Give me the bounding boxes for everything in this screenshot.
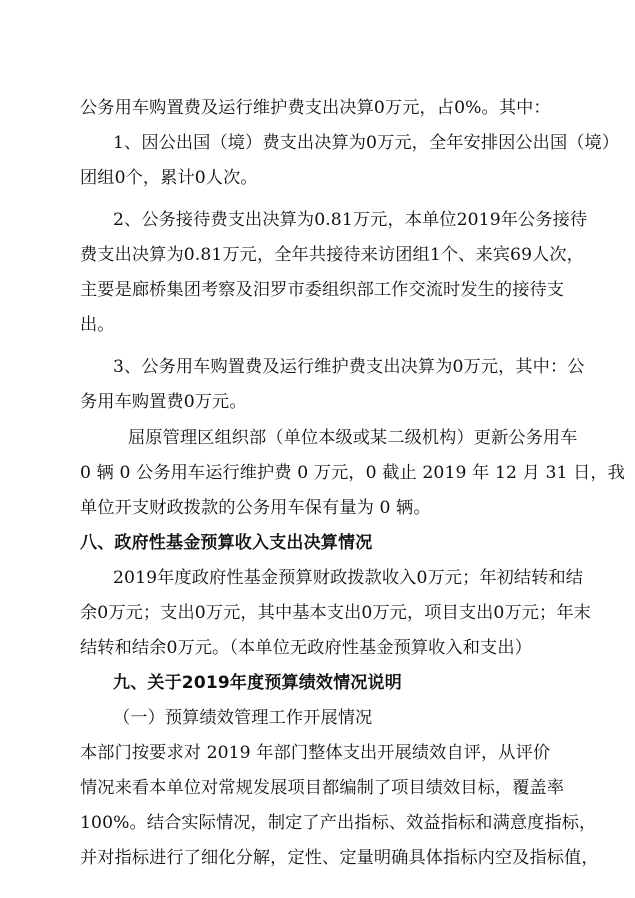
text-line: 并对指标进行了细化分解，定性、定量明确具体指标内空及指标值，	[80, 848, 599, 868]
text-line: 0 辆 0 公务用车运行维护费 0 万元，0 截止 2019 年 12 月 31 日，我	[80, 463, 625, 483]
text-line: 团组0个，累计0人次。	[80, 168, 258, 188]
text-line: 屈原管理区组织部（单位本级或某二级机构）更新公务用车	[128, 428, 578, 448]
text-line: 2、公务接待费支出决算为0.81万元，本单位2019年公务接待	[113, 210, 588, 230]
text-line: 主要是廊桥集团考察及汨罗市委组织部工作交流时发生的接待支	[80, 280, 565, 300]
subsection-heading: （一）预算绩效管理工作开展情况	[113, 708, 373, 728]
text-line: 务用车购置费0万元。	[80, 392, 247, 412]
text-line: 单位开支财政拨款的公务用车保有量为 0 辆。	[80, 498, 431, 518]
text-line: 余0万元；支出0万元，其中基本支出0万元，项目支出0万元；年末	[80, 603, 591, 623]
text-line: 结转和结余0万元。（本单位无政府性基金预算收入和支出）	[80, 638, 532, 658]
text-line: 100%。结合实际情况，制定了产出指标、效益指标和满意度指标，	[80, 813, 597, 833]
text-line: 本部门按要求对 2019 年部门整体支出开展绩效自评，从评价	[80, 743, 551, 763]
text-line: 1、因公出国（境）费支出决算为0万元，全年安排因公出国（境）	[113, 133, 620, 153]
text-line: 2019年度政府性基金预算财政拨款收入0万元；年初结转和结	[113, 568, 584, 588]
text-line: 3、公务用车购置费及运行维护费支出决算为0万元，其中：公	[113, 357, 585, 377]
text-line: 情况来看本单位对常规发展项目都编制了项目绩效目标，覆盖率	[80, 778, 565, 798]
text-line: 出。	[80, 315, 115, 335]
section-heading: 九、关于2019年度预算绩效情况说明	[113, 673, 402, 693]
section-heading: 八、政府性基金预算收入支出决算情况	[80, 533, 373, 553]
text-line: 费支出决算为0.81万元，全年共接待来访团组1个、来宾69人次，	[80, 245, 584, 265]
text-line: 公务用车购置费及运行维护费支出决算0万元，占0%。其中：	[80, 98, 551, 118]
